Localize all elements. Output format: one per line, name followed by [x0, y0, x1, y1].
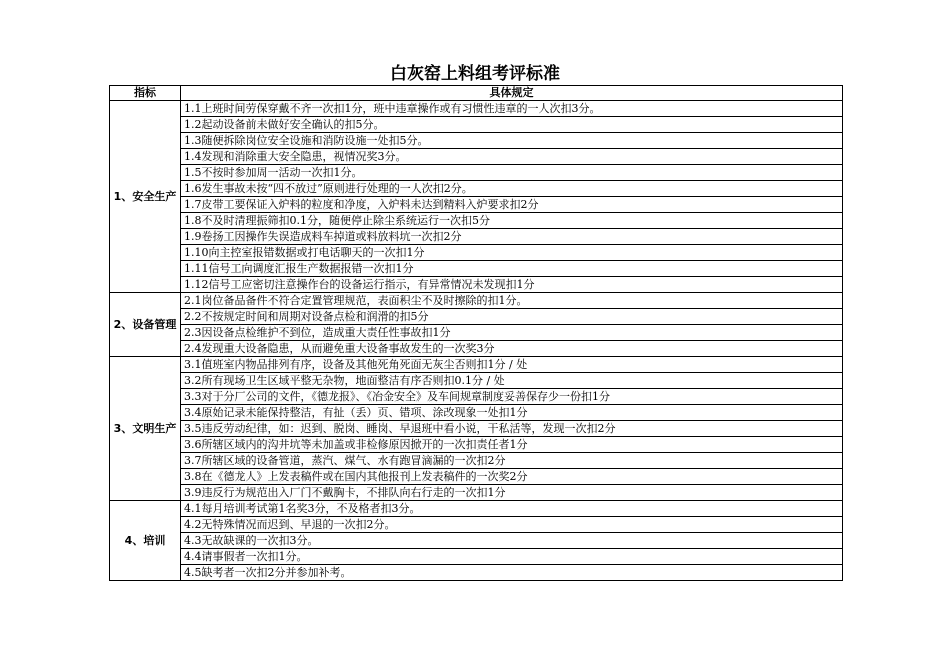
rule-cell: 1.12信号工应密切注意操作台的设备运行指示，有异常情况未发现扣1分	[181, 277, 843, 293]
rule-cell: 1.3随便拆除岗位安全设施和消防设施一处扣5分。	[181, 133, 843, 149]
page-title: 白灰窑上料组考评标准	[390, 64, 560, 84]
rule-cell: 1.1上班时间劳保穿戴不齐一次扣1分，班中违章操作或有习惯性违章的一人次扣3分。	[181, 101, 843, 117]
table-row	[110, 549, 843, 565]
table-row	[110, 437, 843, 453]
header-rules: 具体规定	[181, 86, 843, 101]
rule-cell: 1.8不及时清理振筛扣0.1分，随便停止除尘系统运行一次扣5分	[181, 213, 843, 229]
rule-cell: 1.9卷扬工因操作失误造成料车掉道或料放料坑一次扣2分	[181, 229, 843, 245]
rule-cell: 1.10向主控室报错数据或打电话聊天的一次扣1分	[181, 245, 843, 261]
rule-cell: 4.1每月培训考试第1名奖3分，不及格者扣3分。	[181, 501, 843, 517]
table-row	[110, 229, 843, 245]
table-row	[110, 341, 843, 357]
table-row	[110, 325, 843, 341]
table-row	[110, 373, 843, 389]
table-body	[110, 101, 843, 581]
table-row	[110, 261, 843, 277]
table-row	[110, 453, 843, 469]
rule-cell: 2.4发现重大设备隐患，从而避免重大设备事故发生的一次奖3分	[181, 341, 843, 357]
rule-cell: 4.5缺考者一次扣2分并参加补考。	[181, 565, 843, 581]
table-header-row	[110, 86, 843, 101]
rule-cell: 1.6发生事故未按“四不放过”原则进行处理的一人次扣2分。	[181, 181, 843, 197]
table-row	[110, 101, 843, 117]
header-indicator: 指标	[110, 86, 181, 101]
rule-cell: 3.1值班室内物品排列有序，设备及其他死角死面无灰尘否则扣1分 / 处	[181, 357, 843, 373]
table-row	[110, 213, 843, 229]
table-row	[110, 389, 843, 405]
rule-cell: 3.4原始记录未能保持整洁，有扯（丢）页、错项、涂改现象一处扣1分	[181, 405, 843, 421]
rule-cell: 2.1岗位备品备件不符合定置管理规范，表面积尘不及时擦除的扣1分。	[181, 293, 843, 309]
table-row	[110, 149, 843, 165]
table-row	[110, 181, 843, 197]
rule-cell: 1.5不按时参加周一活动一次扣1分。	[181, 165, 843, 181]
table-row	[110, 405, 843, 421]
rule-cell: 2.3因设备点检维护不到位，造成重大责任性事故扣1分	[181, 325, 843, 341]
rule-cell: 4.2无特殊情况而迟到、早退的一次扣2分。	[181, 517, 843, 533]
category-cell: 1、安全生产	[110, 101, 181, 293]
table-row	[110, 469, 843, 485]
table-row	[110, 421, 843, 437]
rule-cell: 4.3无故缺课的一次扣3分。	[181, 533, 843, 549]
table-row	[110, 245, 843, 261]
rule-cell: 3.5违反劳动纪律，如：迟到、脱岗、睡岗、早退班中看小说，干私活等，发现一次扣2分	[181, 421, 843, 437]
table-row	[110, 533, 843, 549]
rule-cell: 3.7所辖区域的设备管道，蒸汽、煤气、水有跑冒滴漏的一次扣2分	[181, 453, 843, 469]
rule-cell: 2.2不按规定时间和周期对设备点检和润滑的扣5分	[181, 309, 843, 325]
rule-cell: 1.4发现和消除重大安全隐患，视情况奖3分。	[181, 149, 843, 165]
table-row	[110, 117, 843, 133]
table-row	[110, 357, 843, 373]
rule-cell: 4.4请事假者一次扣1分。	[181, 549, 843, 565]
evaluation-table	[109, 85, 843, 581]
table-row	[110, 309, 843, 325]
table-row	[110, 277, 843, 293]
rule-cell: 3.3对于分厂公司的文件，《德龙报》、《冶金安全》及车间规章制度妥善保存少一份扣1分	[181, 389, 843, 405]
table-row	[110, 293, 843, 309]
category-cell: 2、设备管理	[110, 293, 181, 357]
rule-cell: 1.2起动设备前未做好安全确认的扣5分。	[181, 117, 843, 133]
table-row	[110, 165, 843, 181]
rule-cell: 1.7皮带工要保证入炉料的粒度和净度，入炉料未达到精料入炉要求扣2分	[181, 197, 843, 213]
rule-cell: 3.9违反行为规范出入厂门不戴胸卡，不排队向右行走的一次扣1分	[181, 485, 843, 501]
rule-cell: 3.2所有现场卫生区域平整无杂物，地面整洁有序否则扣0.1分 / 处	[181, 373, 843, 389]
table-row	[110, 133, 843, 149]
table-row	[110, 565, 843, 581]
rule-cell: 3.8在《德龙人》上发表稿件或在国内其他报刊上发表稿件的一次奖2分	[181, 469, 843, 485]
table-row	[110, 501, 843, 517]
table-row	[110, 485, 843, 501]
table-row	[110, 197, 843, 213]
rule-cell: 1.11信号工向调度汇报生产数据报错一次扣1分	[181, 261, 843, 277]
category-cell: 3、文明生产	[110, 357, 181, 501]
table-row	[110, 517, 843, 533]
rule-cell: 3.6所辖区域内的沟井坑等未加盖或非检修原因掀开的一次扣责任者1分	[181, 437, 843, 453]
category-cell: 4、培训	[110, 501, 181, 581]
